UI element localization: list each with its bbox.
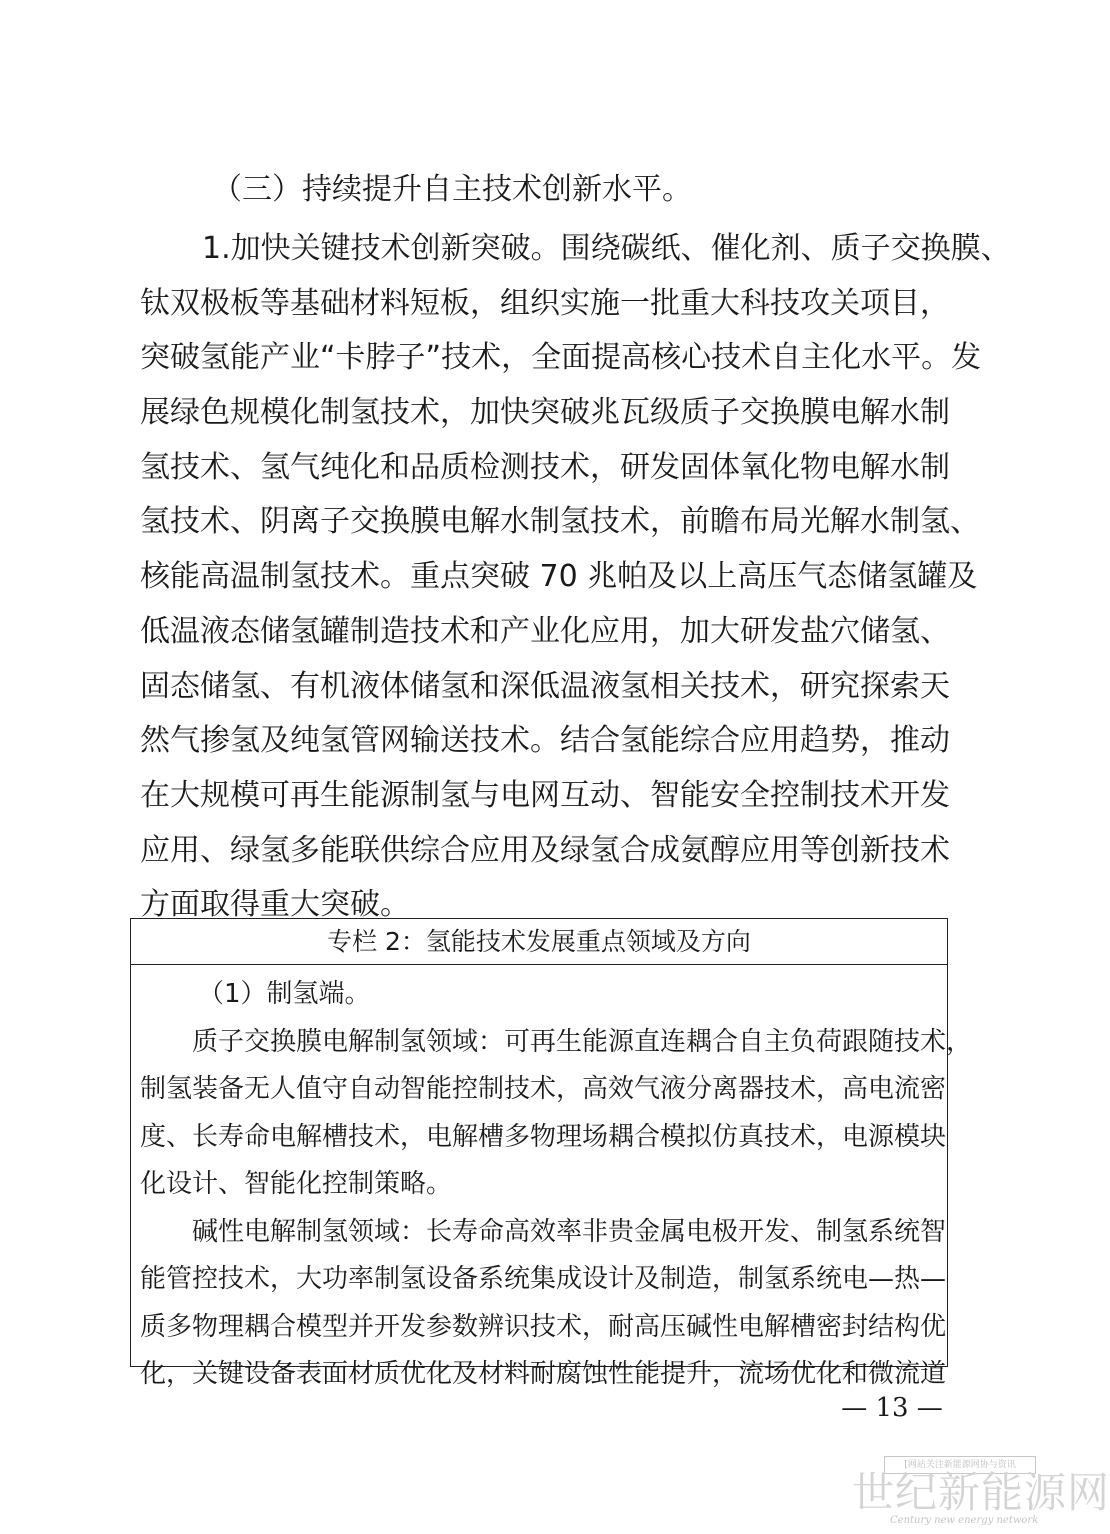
page-number: — 13 — (841, 1393, 943, 1423)
box-line: 度、长寿命电解槽技术，电解槽多物理场耦合模拟仿真技术，电源模块 (140, 1121, 947, 1152)
box-subheading: （1）制氢端。 (198, 979, 371, 1009)
paragraph-line: 低温液态储氢罐制造技术和产业化应用，加大研发盐穴储氢、 (140, 613, 950, 649)
paragraph-line: 在大规模可再生能源制氢与电网互动、智能安全控制技术开发 (140, 777, 950, 813)
watermark-top-label: [网站关注新能源网协与资讯 (884, 1456, 1036, 1474)
sidebar-box (130, 918, 973, 1389)
box-line: 质多物理耦合模型并开发参数辨识技术，耐高压碱性电解槽密封结构优 (140, 1311, 947, 1342)
paragraph-line: 方面取得重大突破。 (140, 887, 410, 923)
paragraph-line: 钛双极板等基础材料短板，组织实施一批重大科技攻关项目， (140, 285, 950, 321)
box-line: 能管控技术，大功率制氢设备系统集成设计及制造，制氢系统电—热— (140, 1264, 947, 1294)
box-title: 专栏 2：氢能技术发展重点领域及方向 (131, 919, 947, 965)
paragraph-line: 应用、绿氢多能联供综合应用及绿氢合成氨醇应用等创新技术 (140, 832, 950, 868)
paragraph-line: 展绿色规模化制氢技术，加快突破兆瓦级质子交换膜电解水制 (140, 395, 950, 431)
watermark-main-text: 世纪新能源网 (852, 1468, 1110, 1517)
paragraph-line: 突破氢能产业“卡脖子”技术，全面提高核心技术自主化水平。发 (140, 340, 982, 376)
box-line: 制氢装备无人值守自动智能控制技术，高效气液分离器技术，高电流密 (140, 1074, 947, 1104)
box-line: 碱性电解制氢领域：长寿命高效率非贵金属电极开发、制氢系统智 (192, 1216, 947, 1247)
paragraph-line: 然气掺氢及纯氢管网输送技术。结合氢能综合应用趋势，推动 (140, 723, 950, 759)
section-heading: （三）持续提升自主技术创新水平。 (212, 172, 692, 207)
box-content (140, 971, 973, 1399)
paragraph-line: 核能高温制氢技术。重点突破 70 兆帕及以上高压气态储氢罐及 (140, 559, 978, 595)
watermark-subtitle: Century new energy network (890, 1515, 1039, 1526)
paragraph-line: 氢技术、阴离子交换膜电解水制氢技术，前瞻布局光解水制氢、 (140, 504, 980, 540)
paragraph-line: 氢技术、氢气纯化和品质检测技术，研发固体氧化物电解水制 (140, 449, 950, 485)
box-line: 化，关键设备表面材质优化及材料耐腐蚀性能提升，流场优化和微流道 (140, 1359, 947, 1389)
box-line: 化设计、智能化控制策略。 (140, 1169, 453, 1199)
paragraph-line: 固态储氢、有机液体储氢和深低温液氢相关技术，研究探索天 (140, 668, 950, 704)
body-paragraph (140, 222, 1011, 933)
paragraph-line: 1.加快关键技术创新突破。围绕碳纸、催化剂、质子交换膜、 (202, 231, 1011, 266)
watermark-logo (840, 1456, 1110, 1530)
box-line: 质子交换膜电解制氢领域：可再生能源直连耦合自主负荷跟随技术， (192, 1026, 973, 1057)
